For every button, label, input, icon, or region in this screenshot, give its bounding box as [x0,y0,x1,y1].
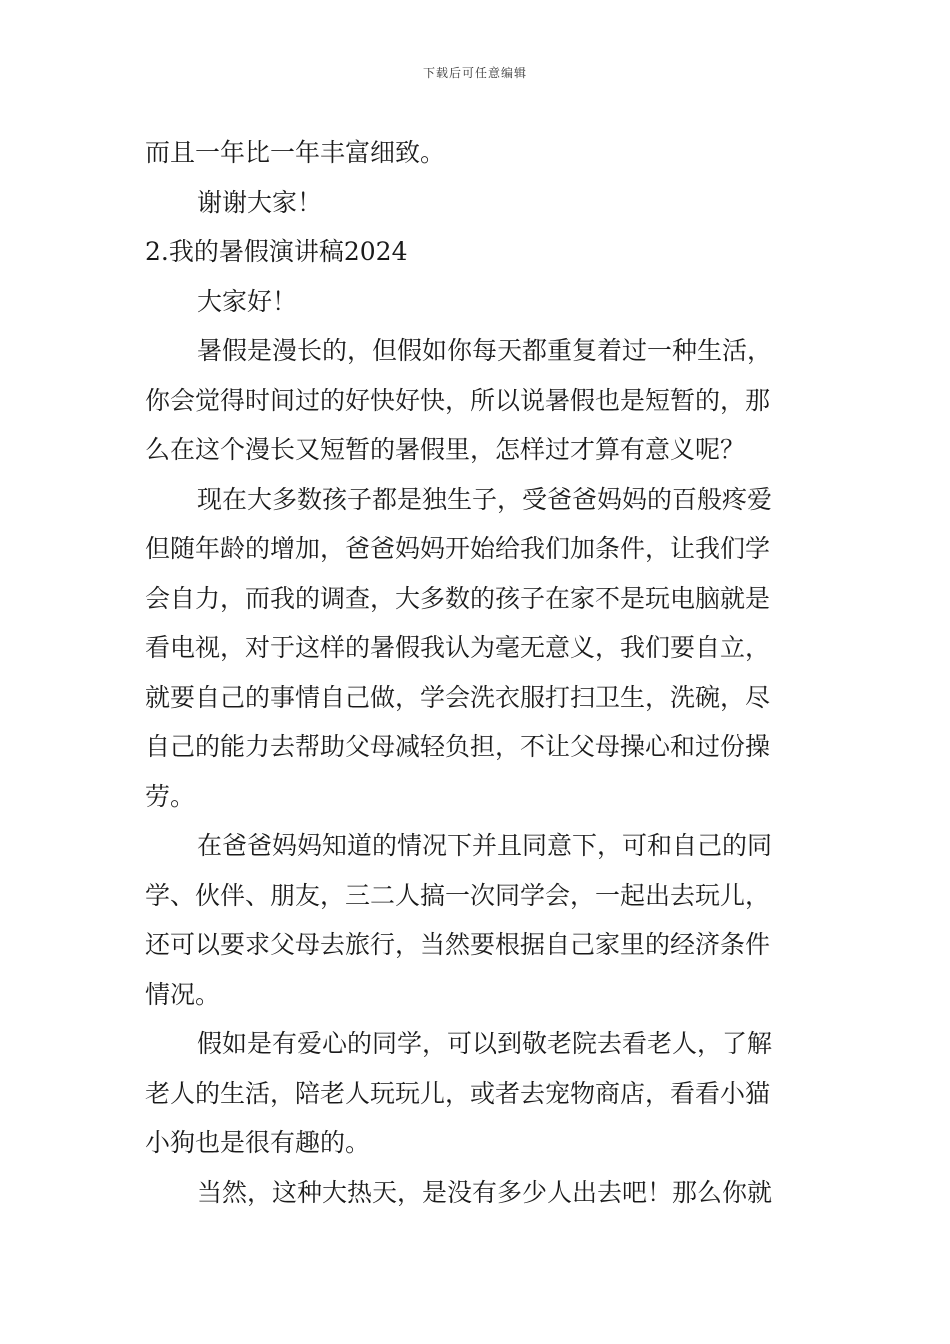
text-line: 情况。 [145,979,221,1009]
text-line: 小狗也是很有趣的。 [145,1128,371,1157]
text-line: 假如是有爱心的同学，可以到敬老院去看老人，了解 [197,1029,773,1058]
text-line: 么在这个漫长又短暂的暑假里，怎样过才算有意义呢？ [145,435,746,464]
section-heading: 2.我的暑假演讲稿2024 [145,237,408,266]
text-line: 在爸爸妈妈知道的情况下并且同意下，可和自己的同 [197,831,773,860]
text-line: 还可以要求父母去旅行，当然要根据自己家里的经济条件 [145,930,771,959]
text-line: 但随年龄的增加，爸爸妈妈开始给我们加条件，让我们学 [145,534,771,563]
text-line: 现在大多数孩子都是独生子，受爸爸妈妈的百般疼爱 [197,484,773,514]
text-line: 大家好！ [197,286,298,316]
text-line: 学、伙伴、朋友，三二人搞一次同学会，一起出去玩儿， [145,880,771,910]
text-line: 会自力，而我的调查，大多数的孩子在家不是玩电脑就是 [145,583,771,613]
text-line: 而且一年比一年丰富细致。 [145,138,446,167]
text-line: 就要自己的事情自己做，学会洗衣服打扫卫生，洗碗，尽 [145,682,771,712]
text-line: 看电视，对于这样的暑假我认为毫无意义，我们要自立， [145,633,771,662]
text-line: 暑假是漫长的，但假如你每天都重复着过一种生活， [197,336,773,365]
text-line: 老人的生活，陪老人玩玩儿，或者去宠物商店，看看小猫 [145,1078,771,1108]
text-line: 当然，这种大热天，是没有多少人出去吧！那么你就 [197,1177,773,1207]
page-header-note: 下载后可任意编辑 [422,66,527,80]
text-line: 你会觉得时间过的好快好快，所以说暑假也是短暂的，那 [145,385,771,415]
text-line: 自己的能力去帮助父母减轻负担，不让父母操心和过份操 [145,732,771,761]
text-line: 谢谢大家！ [197,187,323,217]
text-line: 劳。 [145,781,196,811]
document-body [145,128,813,1217]
